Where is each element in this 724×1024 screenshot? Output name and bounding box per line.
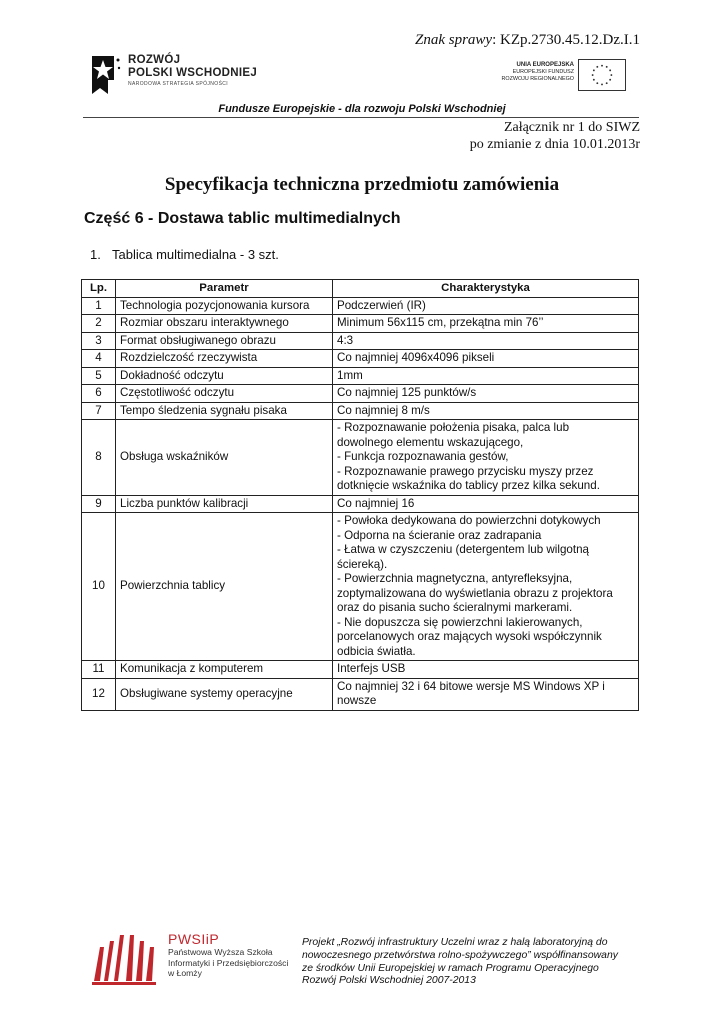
row-parameter: Tempo śledzenia sygnału pisaka <box>116 402 333 420</box>
case-number-value: : KZp.2730.45.12.Dz.I.1 <box>492 32 640 48</box>
table-row <box>82 678 639 710</box>
eu-logo <box>496 59 626 91</box>
row-number: 7 <box>82 402 116 420</box>
pwsiip-line1: Państwowa Wyższa Szkoła <box>168 947 273 957</box>
row-parameter: Komunikacja z komputerem <box>116 661 333 679</box>
table-row <box>82 513 639 661</box>
row-parameter: Technologia pozycjonowania kursora <box>116 297 333 315</box>
row-characteristic: Minimum 56x115 cm, przekątna min 76’’ <box>333 315 639 333</box>
row-number: 12 <box>82 678 116 710</box>
row-parameter: Dokładność odczytu <box>116 367 333 385</box>
item-number: 1. <box>90 247 101 262</box>
pwsiip-line3: w Łomży <box>168 968 202 978</box>
footer-project-note: Projekt „Rozwój infrastruktury Uczelni wraz z halą laboratoryjną do nowoczesnego przetwórstwa rolno-spożywczego” współfinansowany ze środków Unii Europejskiej w ramach Programu Operacyjnego Rozwój Polski Wschodniej 2007-2013 <box>302 937 618 987</box>
row-characteristic: Co najmniej 32 i 64 bitowe wersje MS Windows XP i nowsze <box>333 678 639 710</box>
rpw-logo-line3: NARODOWA STRATEGIA SPÓJNOŚCI <box>128 81 229 87</box>
building-arch-icon <box>90 927 162 987</box>
row-characteristic: Co najmniej 8 m/s <box>333 402 639 420</box>
attachment-note <box>470 119 640 153</box>
eu-line2: EUROPEJSKI FUNDUSZ <box>512 69 574 75</box>
header-divider <box>83 117 639 118</box>
item-title <box>90 247 279 262</box>
pwsiip-logo <box>90 927 300 989</box>
case-number-label: Znak sprawy <box>415 32 493 48</box>
table-row <box>82 332 639 350</box>
row-number: 8 <box>82 420 116 496</box>
attachment-line1: Załącznik nr 1 do SIWZ <box>503 120 640 135</box>
row-characteristic: Co najmniej 16 <box>333 495 639 513</box>
eu-line1: UNIA EUROPEJSKA <box>516 62 574 68</box>
header-parameter: Parametr <box>116 280 333 298</box>
row-number: 9 <box>82 495 116 513</box>
row-number: 11 <box>82 661 116 679</box>
row-number: 10 <box>82 513 116 661</box>
row-characteristic: Co najmniej 4096x4096 pikseli <box>333 350 639 368</box>
table-row <box>82 385 639 403</box>
star-flag-icon <box>88 52 124 96</box>
row-number: 4 <box>82 350 116 368</box>
row-number: 6 <box>82 385 116 403</box>
table-row <box>82 402 639 420</box>
row-characteristic: Podczerwień (IR) <box>333 297 639 315</box>
row-characteristic: - Rozpoznawanie położenia pisaka, palca lub dowolnego elementu wskazującego, - Funkcja rozpoznawania gestów, - Rozpoznawanie prawego przycisku myszy przez dotknięcie wskaźnika do tablicy przez kilka sekund. <box>333 420 639 496</box>
row-number: 1 <box>82 297 116 315</box>
table-row <box>82 661 639 679</box>
table-row <box>82 297 639 315</box>
rpw-logo-line2: POLSKI WSCHODNIEJ <box>128 67 258 79</box>
eu-flag-icon <box>578 59 626 91</box>
row-characteristic: - Powłoka dedykowana do powierzchni dotykowych - Odporna na ścieranie oraz zadrapania - Łatwa w czyszczeniu (detergentem lub wilgotną ściereką). - Powierzchnia magnetyczna, antyrefleksyjna, zoptymalizowana do wyświetlania obrazu z projektora oraz do pisania sucho ścieralnymi markerami. - Nie dopuszcza się powierzchni lakierowanych, porcelanowych oraz mających wysoki współczynnik odbicia światła. <box>333 513 639 661</box>
table-row <box>82 350 639 368</box>
row-parameter: Liczba punktów kalibracji <box>116 495 333 513</box>
attachment-line2: po zmianie z dnia 10.01.2013r <box>469 137 640 152</box>
row-number: 3 <box>82 332 116 350</box>
table-header-row <box>82 280 639 298</box>
pwsiip-abbreviation: PWSIiP <box>168 931 220 947</box>
table-row <box>82 495 639 513</box>
row-parameter: Powierzchnia tablicy <box>116 513 333 661</box>
row-parameter: Obsługiwane systemy operacyjne <box>116 678 333 710</box>
row-characteristic: 1mm <box>333 367 639 385</box>
row-parameter: Obsługa wskaźników <box>116 420 333 496</box>
row-characteristic: Co najmniej 125 punktów/s <box>333 385 639 403</box>
pwsiip-line2: Informatyki i Przedsiębiorczości <box>168 957 289 968</box>
row-parameter: Format obsługiwanego obrazu <box>116 332 333 350</box>
part-title: Część 6 - Dostawa tablic multimedialnych <box>84 210 401 227</box>
table-row <box>82 315 639 333</box>
row-characteristic: 4:3 <box>333 332 639 350</box>
rozwoj-polski-wschodniej-logo <box>88 52 258 100</box>
tagline: Fundusze Europejskie - dla rozwoju Polski Wschodniej <box>218 103 506 115</box>
row-parameter: Rozmiar obszaru interaktywnego <box>116 315 333 333</box>
eu-line3: ROZWOJU REGIONALNEGO <box>501 76 574 82</box>
rpw-logo-line1: ROZWÓJ <box>128 54 181 66</box>
case-number <box>415 32 640 49</box>
header-lp: Lp. <box>82 280 116 298</box>
item-label: Tablica multimedialna - 3 szt. <box>112 247 279 262</box>
table-row <box>82 367 639 385</box>
row-characteristic: Interfejs USB <box>333 661 639 679</box>
header-characteristic: Charakterystyka <box>333 280 639 298</box>
specification-table <box>81 279 639 711</box>
row-number: 5 <box>82 367 116 385</box>
row-parameter: Rozdzielczość rzeczywista <box>116 350 333 368</box>
row-parameter: Częstotliwość odczytu <box>116 385 333 403</box>
table-row <box>82 420 639 496</box>
document-title: Specyfikacja techniczna przedmiotu zamówienia <box>164 174 560 195</box>
row-number: 2 <box>82 315 116 333</box>
